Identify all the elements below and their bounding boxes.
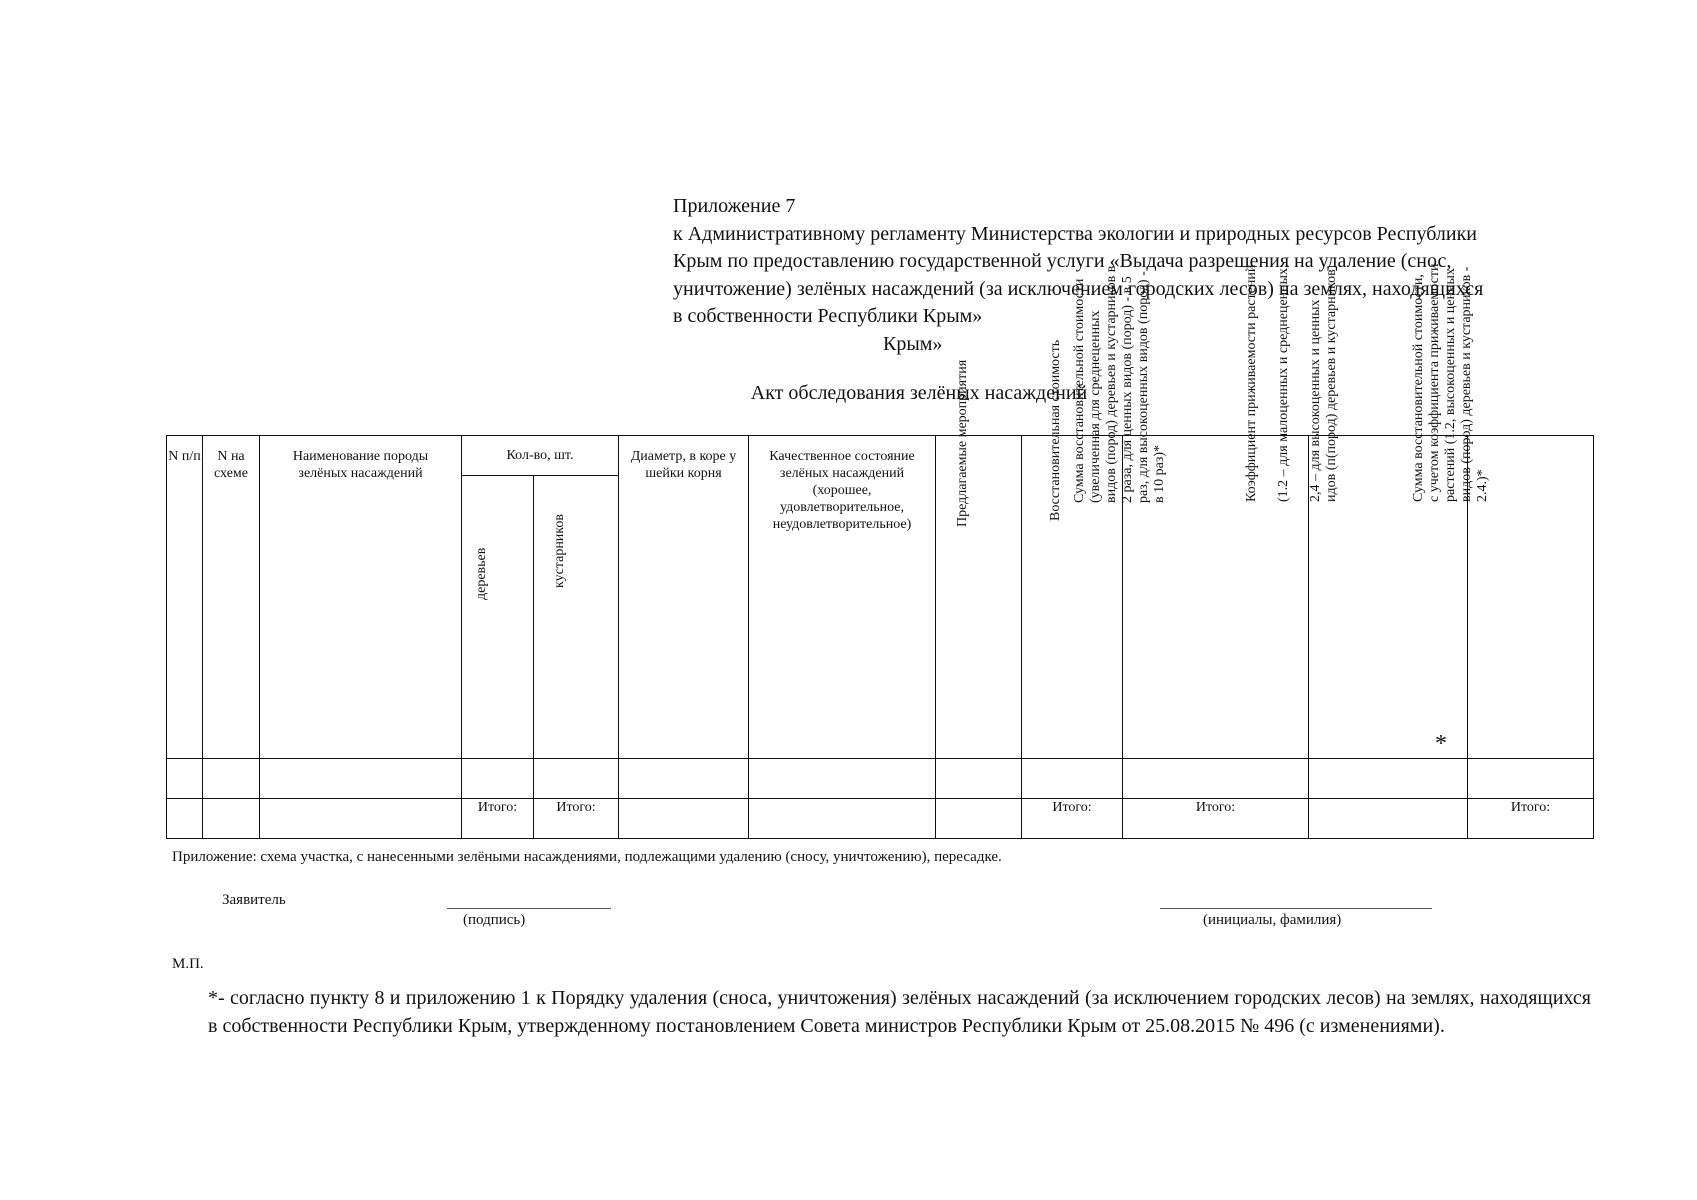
appendix-line: Приложение 7 [673,195,796,217]
footnote: *- согласно пункту 8 и приложению 1 к Порядку удаления (сноса, уничтожения) зелёных насаждений (за исключением городских лесов) на землях, находящихся в собственности Республики Крым, утвержденному постановлением Совета министров Республики Крым от 25.08.2015 № 496 (с изменениями). [208,987,1591,1037]
header-restoration-cost-text: Восстановительная стоимость [1048,339,1063,521]
appendix-line: в собственности Республики Крым» [673,305,983,327]
total-restoration-cost: Итого: [1022,799,1123,839]
stamp-place: М.П. [172,956,204,972]
name-caption: (инициалы, фамилия) [1203,912,1342,928]
total-sum-with-coef: Итого: [1468,799,1594,839]
total-sum-restoration: Итого: [1123,799,1309,839]
header-sum-restoration-text: Сумма восстановительной стоимости (увеличенная для среднеценных видов (пород) деревьев и кустарников в 2 раза, для ценных видов (пород) - в 5 раз, для высокоценных видов (пород) - в 10 раз)* [1071,265,1167,503]
appendix-line: Крым по предоставлению государственной услуги «Выдача разрешения на удаление (снос, [673,250,1452,272]
header-n-scheme: N на схеме [203,436,260,759]
table-row [167,759,1594,799]
header-measures-text: Предлагаемые мероприятия [954,359,970,527]
totals-row [167,799,1594,839]
appendix-line: к Административному регламенту Министерства экологии и природных ресурсов Республики [673,222,1477,245]
header-coefficient-text: Коэффициент приживаемости растений (1.2 – для малоценных и среднеценных; 2,4 – для высокоценных и ценных идов (п(пород) деревьев и кустарников [1244,264,1339,503]
header-shrubs-text: кустарников [552,513,567,588]
appendix-stray-text: Крым» [883,332,943,355]
header-trees [462,476,534,759]
applicant-label: Заявитель [222,892,286,908]
name-line [1160,908,1432,909]
header-quantity: Кол-во, шт. [462,436,619,476]
act-title: Акт обследования зелёных насаждений [750,382,1088,404]
signature-caption: (подпись) [463,912,526,928]
total-shrubs: Итого: [534,799,619,839]
header-n-pp: N п/п [167,436,203,759]
attachment-note: Приложение: схема участка, с нанесенными зелёными насаждениями, подлежащими удалению (сносу, уничтожению), пересадке. [172,849,1002,865]
header-diameter: Диаметр, в коре у шейки корня [619,436,749,759]
header-trees-text: деревьев [473,547,489,600]
appendix-line: уничтожение) зелёных насаждений (за исключением городских лесов) на землях, находящихся [673,277,1484,300]
signature-line [447,908,611,909]
header-sum-with-coef [1410,263,1594,759]
header-sum-with-coef-text: Сумма восстановительной стоимости, с учетом коэффициента приживаемости растений (1.2, высокоценных и ценных видов (пород) деревьев и кустарников - 2.4.)* [1410,263,1490,502]
header-condition: Качественное состояние зелёных насаждений (хорошее, удовлетворительное, неудовлетворительное) [749,436,936,759]
coefficient-asterisk: * [1435,731,1447,757]
total-trees: Итого: [462,799,534,839]
header-species: Наименование породы зелёных насаждений [260,436,462,759]
header-measures [936,359,1022,759]
header-shrubs [534,476,619,759]
